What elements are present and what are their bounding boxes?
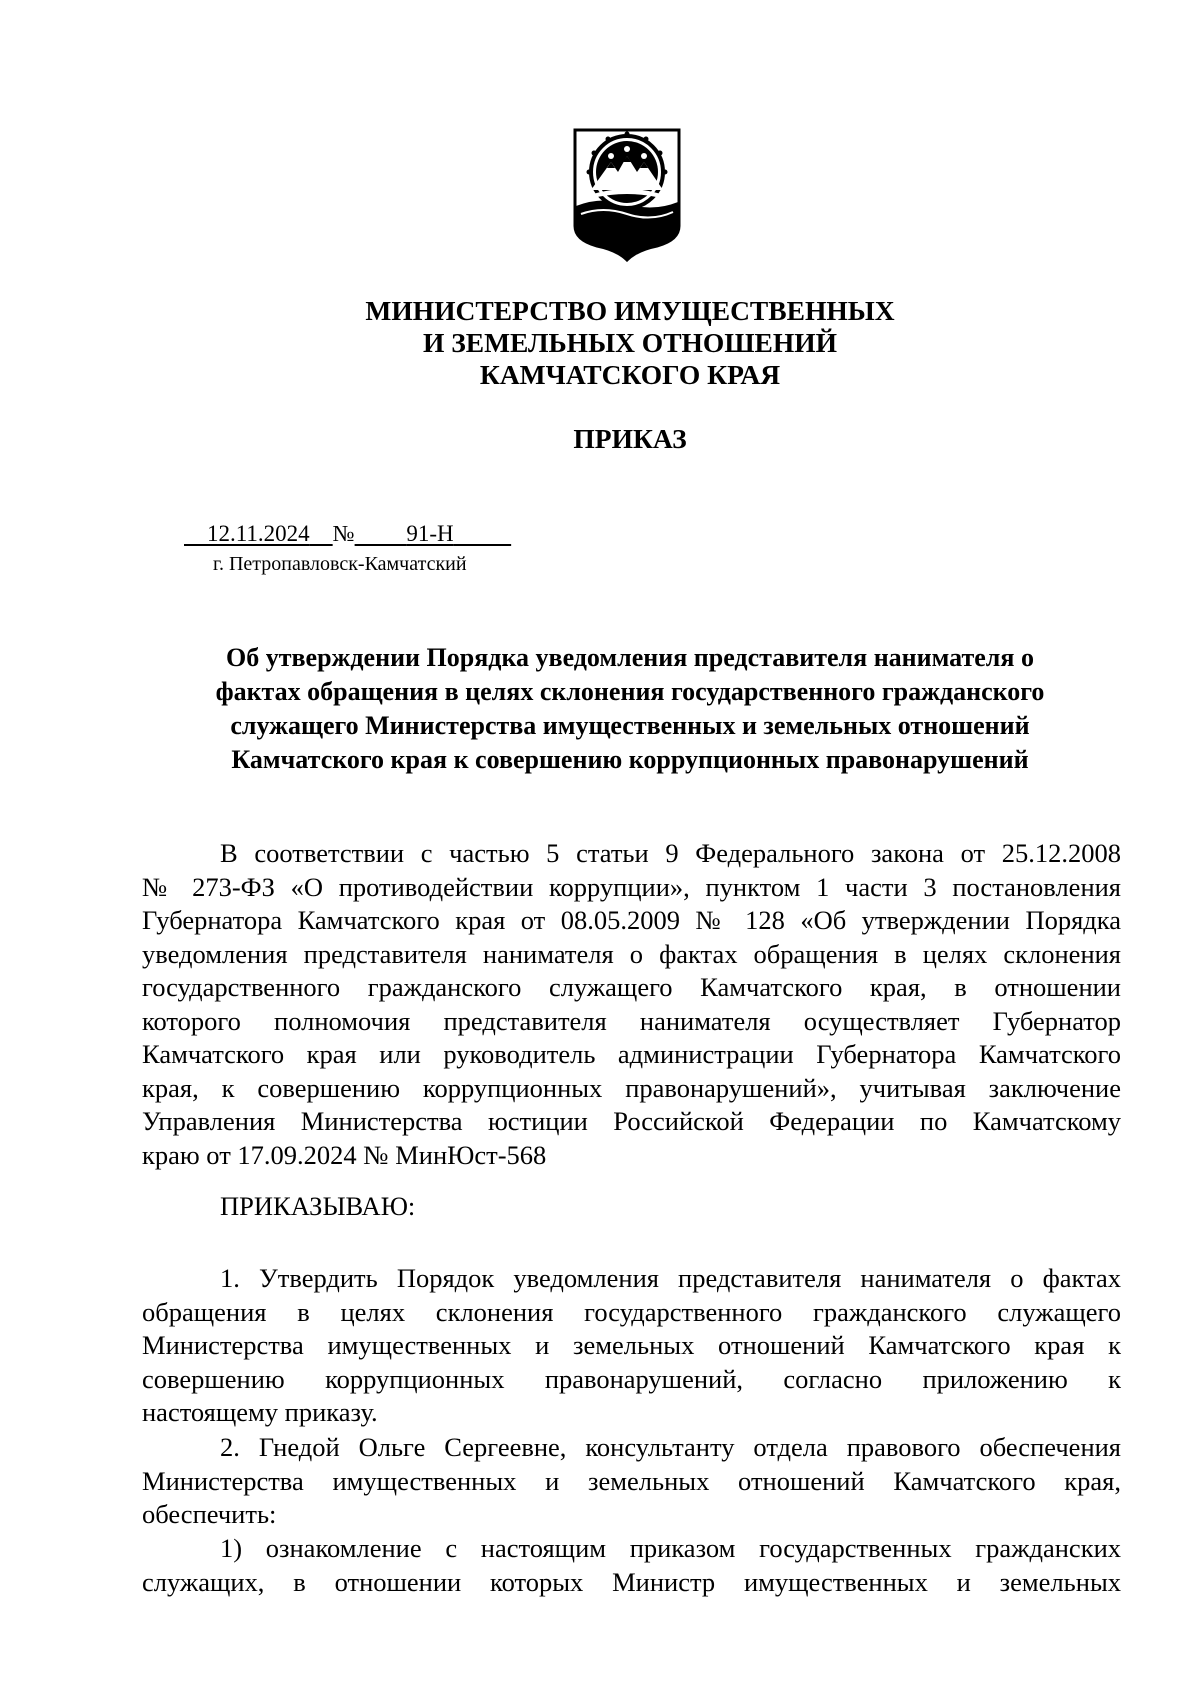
preamble-paragraph [142,837,1121,1172]
ministry-name [200,295,1060,391]
document-date: 12.11.2024 [207,521,310,546]
document-number: 91-Н [406,521,454,546]
item-2-1-line: служащих, в отношении которых Министр имущественных и земельных [142,1566,1121,1597]
item-2-line: обеспечить: [142,1499,277,1529]
item-1-line: обращения в целях склонения государственного гражданского служащего [142,1296,1121,1327]
order-word: ПРИКАЗЫВАЮ: [220,1191,416,1221]
kamchatka-coat-of-arms-icon [571,128,683,262]
document-city: г. Петропавловск-Камчатский [213,553,467,575]
preamble-line: которого полномочия представителя нанимателя осуществляет Губернатор [142,1005,1121,1036]
preamble-line: уведомления представителя нанимателя о фактах обращения в целях склонения [142,938,1121,969]
item-2-paragraph [142,1431,1121,1532]
registration-line [184,520,511,548]
number-sign: № [332,521,355,546]
subject-line: Камчатского края к совершению коррупционных правонарушений [231,745,1029,774]
document-type: ПРИКАЗ [573,423,687,454]
item-1-line: совершению коррупционных правонарушений, согласно приложению к [142,1363,1121,1394]
item-2-1-line: 1) ознакомление с настоящим приказом государственных гражданских [220,1533,1121,1563]
item-1-line: настоящему приказу. [142,1397,378,1427]
preamble-line: края, к совершению коррупционных правонарушений», учитывая заключение [142,1072,1121,1103]
preamble-line: № 273-ФЗ «О противодействии коррупции», пунктом 1 части 3 постановления [142,871,1121,902]
ministry-line: И ЗЕМЕЛЬНЫХ ОТНОШЕНИЙ [422,327,838,358]
subject-line: Об утверждении Порядка уведомления представителя нанимателя о [226,643,1034,672]
item-2-line: 2. Гнедой Ольге Сергеевне, консультанту отдела правового обеспечения [220,1432,1121,1462]
item-1-paragraph [142,1262,1121,1430]
item-1-line: Министерства имущественных и земельных отношений Камчатского края к [142,1330,1121,1360]
ministry-line: МИНИСТЕРСТВО ИМУЩЕСТВЕННЫХ [365,295,895,326]
preamble-line: государственного гражданского служащего Камчатского края, в отношении [142,972,1121,1002]
ministry-line: КАМЧАТСКОГО КРАЯ [479,359,781,390]
preamble-line: Камчатского края или руководитель администрации Губернатора Камчатского [142,1039,1121,1069]
item-1-line: 1. Утвердить Порядок уведомления представителя нанимателя о фактах [220,1263,1121,1293]
item-2-line: Министерства имущественных и земельных отношений Камчатского края, [142,1465,1121,1496]
preamble-line: В соответствии с частью 5 статьи 9 Федерального закона от 25.12.2008 [220,838,1121,868]
preamble-line: краю от 17.09.2024 № МинЮст-568 [142,1139,547,1170]
document-subject [140,641,1120,777]
preamble-line: Управления Министерства юстиции Российской Федерации по Камчатскому [142,1106,1121,1136]
item-2-1-paragraph [142,1532,1121,1599]
subject-line: служащего Министерства имущественных и земельных отношений [230,711,1030,740]
subject-line: фактах обращения в целях склонения государственного гражданского [215,677,1045,706]
preamble-line: Губернатора Камчатского края от 08.05.2009 № 128 «Об утверждении Порядка [142,905,1121,935]
